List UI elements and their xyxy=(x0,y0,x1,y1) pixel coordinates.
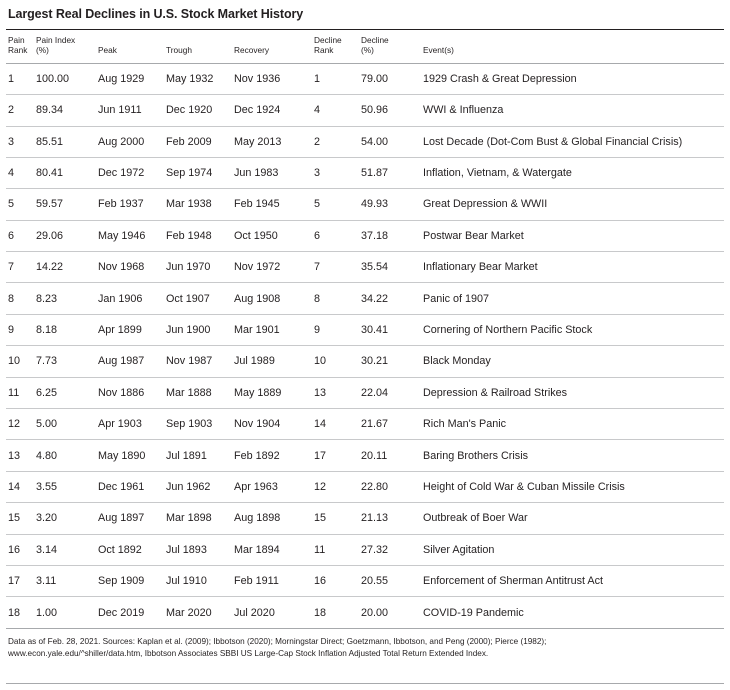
cell-decline-pct: 54.00 xyxy=(361,126,423,157)
cell-events: WWI & Influenza xyxy=(423,95,724,126)
cell-decline-rank: 12 xyxy=(314,471,361,502)
table-body xyxy=(6,63,724,628)
cell-recovery: Feb 1945 xyxy=(234,189,314,220)
cell-peak: Jun 1911 xyxy=(98,95,166,126)
column-header-line1: Event(s) xyxy=(423,45,454,56)
table-row xyxy=(6,95,724,126)
column-header-recovery xyxy=(234,30,314,63)
cell-pain-index: 14.22 xyxy=(36,252,98,283)
column-header-pain-index xyxy=(36,30,98,63)
table-row xyxy=(6,220,724,251)
cell-pain-index: 80.41 xyxy=(36,157,98,188)
cell-recovery: Apr 1963 xyxy=(234,471,314,502)
cell-trough: Jun 1970 xyxy=(166,252,234,283)
cell-pain-rank: 18 xyxy=(6,597,36,628)
cell-recovery: Dec 1924 xyxy=(234,95,314,126)
cell-pain-rank: 7 xyxy=(6,252,36,283)
table-row xyxy=(6,597,724,628)
cell-trough: Jul 1893 xyxy=(166,534,234,565)
cell-trough: Mar 2020 xyxy=(166,597,234,628)
table-row xyxy=(6,283,724,314)
cell-trough: Jun 1900 xyxy=(166,314,234,345)
cell-events: Postwar Bear Market xyxy=(423,220,724,251)
column-header-line2: Rank xyxy=(8,45,28,56)
cell-decline-pct: 21.13 xyxy=(361,503,423,534)
cell-trough: Mar 1938 xyxy=(166,189,234,220)
column-header-line1: Pain xyxy=(8,35,25,45)
cell-peak: Apr 1899 xyxy=(98,314,166,345)
cell-decline-rank: 13 xyxy=(314,377,361,408)
cell-events: Enforcement of Sherman Antitrust Act xyxy=(423,565,724,596)
table-row xyxy=(6,346,724,377)
cell-trough: Jul 1891 xyxy=(166,440,234,471)
column-header-trough xyxy=(166,30,234,63)
cell-pain-rank: 13 xyxy=(6,440,36,471)
column-header-line2: (%) xyxy=(36,45,49,56)
table-row xyxy=(6,534,724,565)
cell-peak: Nov 1968 xyxy=(98,252,166,283)
table-row xyxy=(6,409,724,440)
cell-trough: Mar 1898 xyxy=(166,503,234,534)
table-header xyxy=(6,30,724,63)
cell-recovery: Aug 1908 xyxy=(234,283,314,314)
cell-decline-rank: 15 xyxy=(314,503,361,534)
column-header-line2: (%) xyxy=(361,45,374,56)
cell-pain-rank: 3 xyxy=(6,126,36,157)
bottom-rule xyxy=(6,683,724,684)
cell-decline-pct: 20.11 xyxy=(361,440,423,471)
table-row xyxy=(6,565,724,596)
cell-decline-rank: 5 xyxy=(314,189,361,220)
cell-decline-rank: 11 xyxy=(314,534,361,565)
footnote-line: Data as of Feb. 28, 2021. Sources: Kaplan et al. (2009); Ibbotson (2020); Morningstar Direct; Goetzmann, Ibbotson, and Peng (2000); Pierce (1982); xyxy=(8,636,547,646)
cell-decline-rank: 14 xyxy=(314,409,361,440)
cell-pain-index: 6.25 xyxy=(36,377,98,408)
table-row xyxy=(6,157,724,188)
cell-decline-pct: 79.00 xyxy=(361,63,423,94)
cell-pain-rank: 14 xyxy=(6,471,36,502)
cell-pain-index: 100.00 xyxy=(36,63,98,94)
cell-events: Cornering of Northern Pacific Stock xyxy=(423,314,724,345)
cell-events: Inflation, Vietnam, & Watergate xyxy=(423,157,724,188)
cell-events: Lost Decade (Dot-Com Bust & Global Financial Crisis) xyxy=(423,126,724,157)
cell-trough: Mar 1888 xyxy=(166,377,234,408)
cell-peak: Dec 1961 xyxy=(98,471,166,502)
cell-pain-rank: 9 xyxy=(6,314,36,345)
column-header-line1: Trough xyxy=(166,45,192,56)
cell-pain-rank: 2 xyxy=(6,95,36,126)
cell-events: Depression & Railroad Strikes xyxy=(423,377,724,408)
cell-decline-rank: 18 xyxy=(314,597,361,628)
cell-trough: Sep 1974 xyxy=(166,157,234,188)
cell-trough: Dec 1920 xyxy=(166,95,234,126)
column-header-line1: Pain Index xyxy=(36,35,76,45)
cell-peak: Dec 2019 xyxy=(98,597,166,628)
cell-peak: Aug 2000 xyxy=(98,126,166,157)
cell-decline-rank: 1 xyxy=(314,63,361,94)
cell-events: Height of Cold War & Cuban Missile Crisis xyxy=(423,471,724,502)
page-title: Largest Real Declines in U.S. Stock Market History xyxy=(8,7,304,21)
cell-events: Outbreak of Boer War xyxy=(423,503,724,534)
cell-pain-index: 4.80 xyxy=(36,440,98,471)
column-header-pain-rank xyxy=(6,30,36,63)
cell-pain-rank: 5 xyxy=(6,189,36,220)
cell-pain-index: 59.57 xyxy=(36,189,98,220)
cell-decline-pct: 30.41 xyxy=(361,314,423,345)
header-row xyxy=(6,30,724,63)
cell-peak: Feb 1937 xyxy=(98,189,166,220)
cell-pain-index: 7.73 xyxy=(36,346,98,377)
cell-trough: Sep 1903 xyxy=(166,409,234,440)
cell-pain-index: 3.11 xyxy=(36,565,98,596)
table-row xyxy=(6,189,724,220)
cell-decline-rank: 10 xyxy=(314,346,361,377)
cell-pain-index: 3.55 xyxy=(36,471,98,502)
cell-trough: Jul 1910 xyxy=(166,565,234,596)
cell-peak: Aug 1929 xyxy=(98,63,166,94)
table-row xyxy=(6,377,724,408)
cell-peak: Apr 1903 xyxy=(98,409,166,440)
cell-pain-index: 89.34 xyxy=(36,95,98,126)
cell-decline-rank: 9 xyxy=(314,314,361,345)
cell-peak: Dec 1972 xyxy=(98,157,166,188)
cell-decline-rank: 17 xyxy=(314,440,361,471)
cell-decline-pct: 30.21 xyxy=(361,346,423,377)
cell-decline-pct: 51.87 xyxy=(361,157,423,188)
cell-decline-rank: 2 xyxy=(314,126,361,157)
cell-pain-index: 3.20 xyxy=(36,503,98,534)
cell-decline-pct: 20.55 xyxy=(361,565,423,596)
cell-trough: Feb 2009 xyxy=(166,126,234,157)
footnotes xyxy=(6,629,724,661)
cell-events: Baring Brothers Crisis xyxy=(423,440,724,471)
cell-decline-rank: 6 xyxy=(314,220,361,251)
cell-pain-index: 85.51 xyxy=(36,126,98,157)
cell-peak: May 1946 xyxy=(98,220,166,251)
column-header-line2: Rank xyxy=(314,45,334,56)
cell-decline-pct: 22.80 xyxy=(361,471,423,502)
cell-peak: Sep 1909 xyxy=(98,565,166,596)
cell-pain-rank: 8 xyxy=(6,283,36,314)
column-header-peak xyxy=(98,30,166,63)
table-row xyxy=(6,503,724,534)
cell-peak: Nov 1886 xyxy=(98,377,166,408)
cell-trough: May 1932 xyxy=(166,63,234,94)
cell-peak: May 1890 xyxy=(98,440,166,471)
cell-recovery: Mar 1901 xyxy=(234,314,314,345)
cell-decline-pct: 49.93 xyxy=(361,189,423,220)
cell-peak: Oct 1892 xyxy=(98,534,166,565)
table-row xyxy=(6,314,724,345)
cell-recovery: Jul 1989 xyxy=(234,346,314,377)
cell-recovery: Feb 1892 xyxy=(234,440,314,471)
cell-pain-rank: 15 xyxy=(6,503,36,534)
column-header-line1: Decline xyxy=(361,35,389,45)
table-row xyxy=(6,252,724,283)
cell-events: Rich Man's Panic xyxy=(423,409,724,440)
cell-events: 1929 Crash & Great Depression xyxy=(423,63,724,94)
cell-decline-rank: 3 xyxy=(314,157,361,188)
cell-recovery: Nov 1936 xyxy=(234,63,314,94)
cell-trough: Jun 1962 xyxy=(166,471,234,502)
cell-recovery: Feb 1911 xyxy=(234,565,314,596)
cell-decline-rank: 4 xyxy=(314,95,361,126)
cell-pain-rank: 1 xyxy=(6,63,36,94)
cell-decline-rank: 7 xyxy=(314,252,361,283)
cell-events: Panic of 1907 xyxy=(423,283,724,314)
cell-decline-pct: 27.32 xyxy=(361,534,423,565)
cell-decline-pct: 50.96 xyxy=(361,95,423,126)
table-row xyxy=(6,440,724,471)
cell-pain-index: 8.23 xyxy=(36,283,98,314)
cell-peak: Aug 1897 xyxy=(98,503,166,534)
column-header-line1: Recovery xyxy=(234,45,270,56)
cell-decline-pct: 35.54 xyxy=(361,252,423,283)
cell-events: Inflationary Bear Market xyxy=(423,252,724,283)
column-header-line1: Decline xyxy=(314,35,342,45)
cell-recovery: Oct 1950 xyxy=(234,220,314,251)
cell-recovery: Nov 1904 xyxy=(234,409,314,440)
cell-decline-pct: 22.04 xyxy=(361,377,423,408)
cell-decline-rank: 8 xyxy=(314,283,361,314)
cell-events: Silver Agitation xyxy=(423,534,724,565)
cell-pain-rank: 4 xyxy=(6,157,36,188)
cell-recovery: May 2013 xyxy=(234,126,314,157)
table-row xyxy=(6,471,724,502)
cell-pain-rank: 11 xyxy=(6,377,36,408)
cell-trough: Feb 1948 xyxy=(166,220,234,251)
cell-decline-pct: 37.18 xyxy=(361,220,423,251)
cell-pain-index: 29.06 xyxy=(36,220,98,251)
cell-recovery: Jul 2020 xyxy=(234,597,314,628)
cell-pain-index: 8.18 xyxy=(36,314,98,345)
cell-recovery: Jun 1983 xyxy=(234,157,314,188)
table-row xyxy=(6,63,724,94)
cell-pain-index: 5.00 xyxy=(36,409,98,440)
cell-events: COVID-19 Pandemic xyxy=(423,597,724,628)
cell-events: Black Monday xyxy=(423,346,724,377)
cell-pain-rank: 12 xyxy=(6,409,36,440)
declines-table xyxy=(6,30,724,629)
cell-recovery: May 1889 xyxy=(234,377,314,408)
cell-decline-pct: 20.00 xyxy=(361,597,423,628)
table-row xyxy=(6,126,724,157)
cell-decline-pct: 34.22 xyxy=(361,283,423,314)
column-header-line1: Peak xyxy=(98,45,117,56)
cell-decline-pct: 21.67 xyxy=(361,409,423,440)
column-header-events xyxy=(423,30,724,63)
cell-events: Great Depression & WWII xyxy=(423,189,724,220)
column-header-decline-pct xyxy=(361,30,423,63)
cell-recovery: Mar 1894 xyxy=(234,534,314,565)
cell-peak: Jan 1906 xyxy=(98,283,166,314)
cell-trough: Oct 1907 xyxy=(166,283,234,314)
cell-decline-rank: 16 xyxy=(314,565,361,596)
cell-recovery: Nov 1972 xyxy=(234,252,314,283)
column-header-decline-rank xyxy=(314,30,361,63)
footnote-line: www.econ.yale.edu/^shiller/data.htm, Ibbotson Associates SBBI US Large-Cap Stock Inflation Adjusted Total Return Extended Index. xyxy=(8,649,489,659)
cell-pain-rank: 17 xyxy=(6,565,36,596)
cell-trough: Nov 1987 xyxy=(166,346,234,377)
cell-pain-index: 1.00 xyxy=(36,597,98,628)
cell-pain-rank: 16 xyxy=(6,534,36,565)
cell-recovery: Aug 1898 xyxy=(234,503,314,534)
cell-pain-index: 3.14 xyxy=(36,534,98,565)
cell-pain-rank: 6 xyxy=(6,220,36,251)
cell-peak: Aug 1987 xyxy=(98,346,166,377)
cell-pain-rank: 10 xyxy=(6,346,36,377)
